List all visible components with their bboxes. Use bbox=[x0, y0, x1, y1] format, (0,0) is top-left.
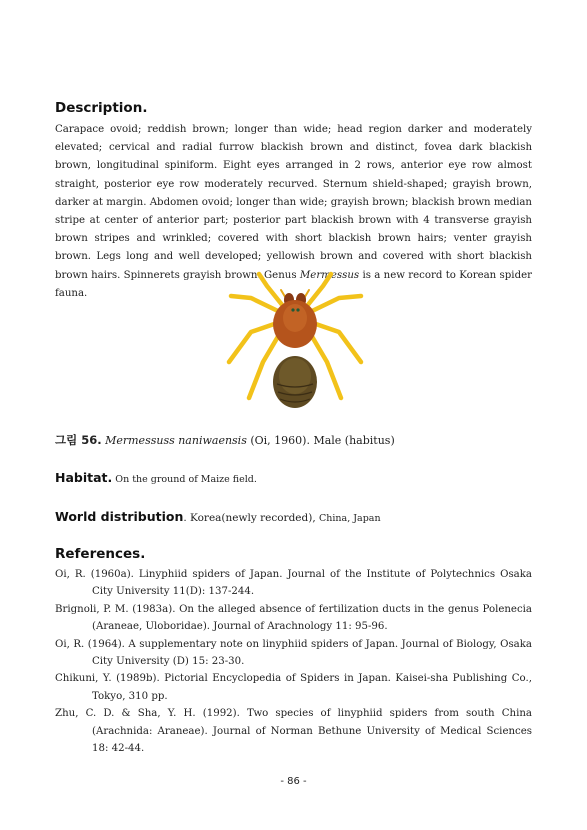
habitat-value: On the ground of Maize field. bbox=[112, 474, 257, 485]
page-number: - 86 - bbox=[280, 776, 307, 787]
references-list bbox=[55, 566, 532, 757]
description-text-part1: Carapace ovoid; reddish brown; longer than wide; head region darker and moderately elevated; cervical and radial furrow blackish brown and distinct, fovea dark blackish brown, longitudinal spiniform. Eight eyes arranged in 2 rows, anterior eye row almost straight, posterior eye row moderately recurved. Sternum shield-shaped; grayish brown, darker at margin. Abdomen ovoid; longer than wide; grayish brown; blackish brown median stripe at center of anterior part; posterior part blackish brown with 4 transverse grayish brown stripes and wrinkled; covered with short blackish brown hairs; venter grayish brown. Legs long and well developed; yellowish brown and covered with short blackish brown hairs. Spinnerets grayish brown. Genus bbox=[55, 124, 532, 281]
figure-label: 그림 56. bbox=[55, 433, 102, 447]
figure-caption-rest: (Oi, 1960). Male (habitus) bbox=[246, 434, 395, 447]
habitat-line bbox=[55, 470, 257, 485]
distribution-countries: China, Japan bbox=[319, 513, 381, 524]
distribution-label: World distribution bbox=[55, 509, 184, 524]
distribution-line bbox=[55, 509, 381, 524]
references-heading: References. bbox=[55, 546, 146, 562]
reference-item: Oi, R. (1960a). Linyphiid spiders of Japan. Journal of the Institute of Polytechnics Osaka City University 11(D): 137-244. bbox=[55, 569, 532, 598]
habitat-label: Habitat. bbox=[55, 470, 113, 485]
reference-item: Chikuni, Y. (1989b). Pictorial Encyclopedia of Spiders in Japan. Kaisei-sha Publishing Co., Tokyo, 310 pp. bbox=[55, 673, 532, 702]
description-text-part2: is a new record to Korean spider fauna. bbox=[55, 269, 532, 299]
description-heading: Description. bbox=[55, 100, 148, 116]
genus-name: Mermessus bbox=[299, 269, 360, 281]
figure-species-name: Mermessuss naniwaensis bbox=[105, 434, 247, 447]
figure-caption bbox=[55, 432, 535, 448]
reference-item: Brignoli, P. M. (1983a). On the alleged absence of fertilization ducts in the genus Polenecia (Araneae, Uloboridae). Journal of Arachnology 11: 95-96. bbox=[55, 603, 532, 633]
spider-habitus-photo bbox=[215, 266, 375, 426]
reference-item: Oi, R. (1964). A supplementary note on linyphiid spiders of Japan. Journal of Biology, Osaka City University (D) 15: 23-30. bbox=[55, 638, 532, 668]
distribution-value: . Korea(newly recorded), bbox=[183, 512, 319, 524]
reference-item: Zhu, C. D. & Sha, Y. H. (1992). Two species of linyphiid spiders from south China (Arachnida: Araneae). Journal of Norman Bethune University of Medical Sciences 18: 42-44. bbox=[55, 708, 532, 755]
